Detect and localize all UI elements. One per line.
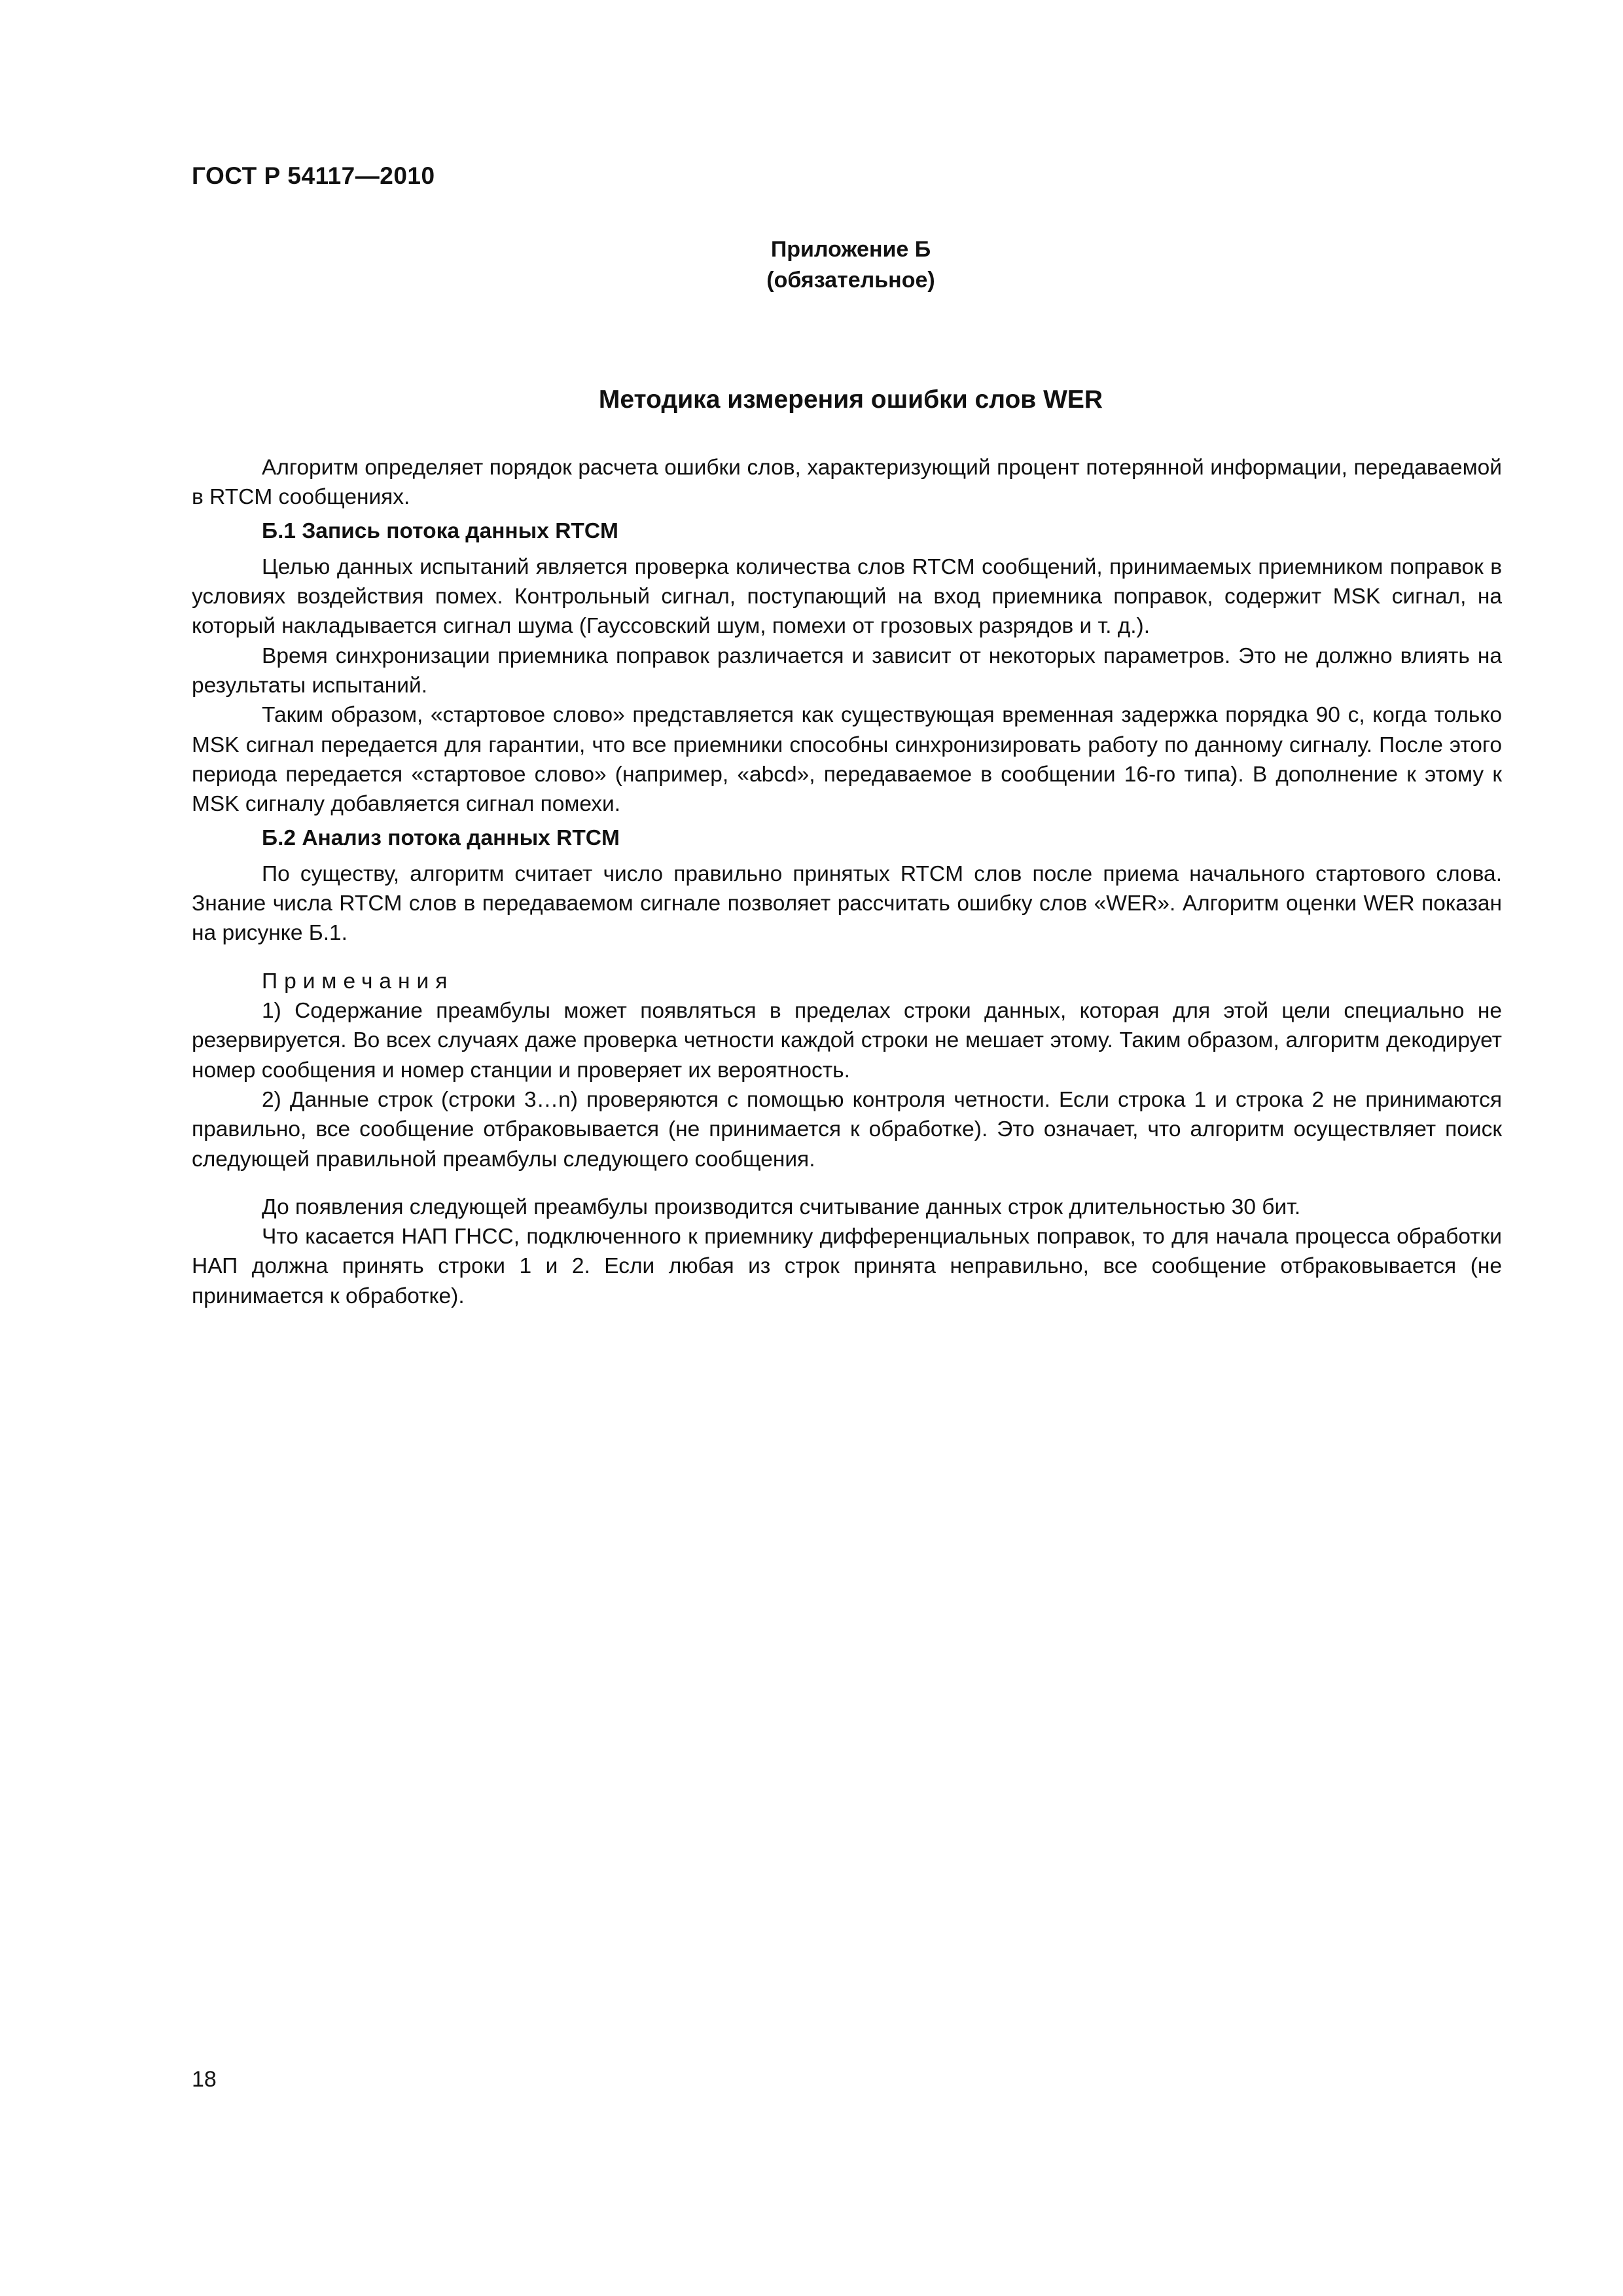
appendix-heading: [589, 234, 1113, 296]
document-code: ГОСТ Р 54117—2010: [192, 162, 435, 189]
main-title: Методика измерения ошибки слов WER: [598, 386, 1103, 414]
closing-paragraph: До появления следующей преамбулы производится считывание данных строк длительностью 30 бит.: [262, 1194, 1301, 1219]
document-body: [192, 453, 1502, 1311]
closing-paragraph: Что касается НАП ГНСС, подключенного к приемнику дифференциальных поправок, то для начала процесса обработки НАП должна принять строки 1 и 2. Если любая из строк принята неправильно, все сообщение отбраковывается (не принимается к обработке).: [192, 1225, 1502, 1308]
section-b2-heading: Б.2 Анализ потока данных RTCM: [262, 825, 620, 850]
section-b2-paragraph: По существу, алгоритм считает число правильно принятых RTCM слов после приема начального стартового слова. Знание числа RTCM слов в передаваемом сигнале позволяет рассчитать ошибку слов «WER». Алгоритм оценки WER показан на рисунке Б.1.: [192, 861, 1502, 946]
appendix-title: Приложение Б: [770, 237, 931, 262]
notes-heading: Примечания: [262, 969, 454, 994]
note-item: 1) Содержание преамбулы может появляться в пределах строки данных, которая для этой цели специально не резервируется. Во всех случаях даже проверка четности каждой строки не мешает этому. Таким образом, алгоритм декодирует номер сообщения и номер станции и проверяет их вероятность.: [192, 999, 1502, 1083]
section-b1-paragraph: Таким образом, «стартовое слово» представляется как существующая временная задержка порядка 90 с, когда только MSK сигнал передается для гарантии, что все приемники способны синхронизировать работу по данному сигналу. После этого периода передается «стартовое слово» (например, «abcd», передаваемое в сообщении 16-го типа). В дополнение к этому к MSK сигналу добавляется сигнал помехи.: [192, 703, 1502, 817]
page-number: 18: [192, 2067, 217, 2092]
section-b1-heading: Б.1 Запись потока данных RTCM: [262, 518, 618, 543]
appendix-status: (обязательное): [766, 268, 935, 293]
section-b1-paragraph: Время синхронизации приемника поправок различается и зависит от некоторых параметров. Это не должно влиять на результаты испытаний.: [192, 643, 1502, 698]
section-b1-paragraph: Целью данных испытаний является проверка количества слов RTCM сообщений, принимаемых приемником поправок в условиях воздействия помех. Контрольный сигнал, поступающий на вход приемника поправок, содержит MSK сигнал, на который накладывается сигнал шума (Гауссовский шум, помехи от грозовых разрядов и т. д.).: [192, 554, 1502, 639]
intro-paragraph: Алгоритм определяет порядок расчета ошибки слов, характеризующий процент потерянной информации, передаваемой в RTCM сообщениях.: [192, 456, 1502, 510]
note-item: 2) Данные строк (строки 3…n) проверяются с помощью контроля четности. Если строка 1 и строка 2 не принимаются правильно, все сообщение отбраковывается (не принимается к обработке). Это означает, что алгоритм осуществляет поиск следующей правильной преамбулы следующего сообщения.: [192, 1087, 1502, 1172]
